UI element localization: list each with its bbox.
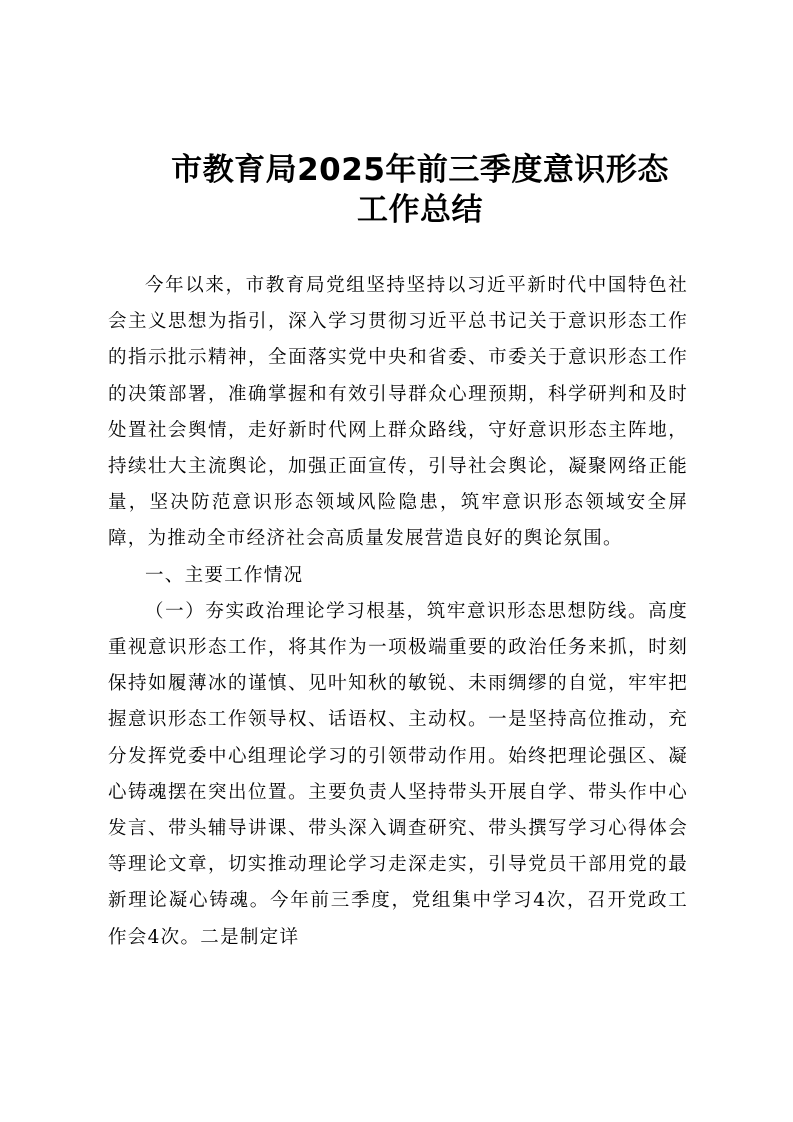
- document-title-line-1: 市教育局2025年前三季度意识形态: [171, 152, 669, 188]
- section-heading: 一、主要工作情况: [145, 564, 304, 586]
- intro-paragraph: 今年以来，市教育局党组坚持坚持以习近平新时代中国特色社会主义思想为指引，深入学习贯彻习近平总书记关于意识形态工作的指示批示精神，全面落实党中央和省委、市委关于意识形态工作的决策部署，准确掌握和有效引导群众心理预期，科学研判和及时处置社会舆情，走好新时代网上群众路线，守好意识形态主阵地，持续壮大主流舆论，加强正面宣传，引导社会舆论，凝聚网络正能量，坚决防范意识形态领域风险隐患，筑牢意识形态领域安全屏障，为推动全市经济社会高质量发展营造良好的舆论氛围。: [108, 275, 688, 550]
- document-title-line-2: 工作总结: [357, 192, 483, 228]
- document-body: [108, 268, 688, 956]
- section-paragraph: （一）夯实政治理论学习根基，筑牢意识形态思想防线。高度重视意识形态工作，将其作为一项极端重要的政治任务来抓，时刻保持如履薄冰的谨慎、见叶知秋的敏锐、未雨绸缪的自觉，牢牢把握意识形态工作领导权、话语权、主动权。一是坚持高位推动，充分发挥党委中心组理论学习的引领带动作用。始终把理论强区、凝心铸魂摆在突出位置。主要负责人坚持带头开展自学、带头作中心发言、带头辅导讲课、带头深入调查研究、带头撰写学习心得体会等理论文章，切实推动理论学习走深走实，引导党员干部用党的最新理论凝心铸魂。今年前三季度，党组集中学习4次，召开党政工作会4次。二是制定详: [108, 600, 688, 948]
